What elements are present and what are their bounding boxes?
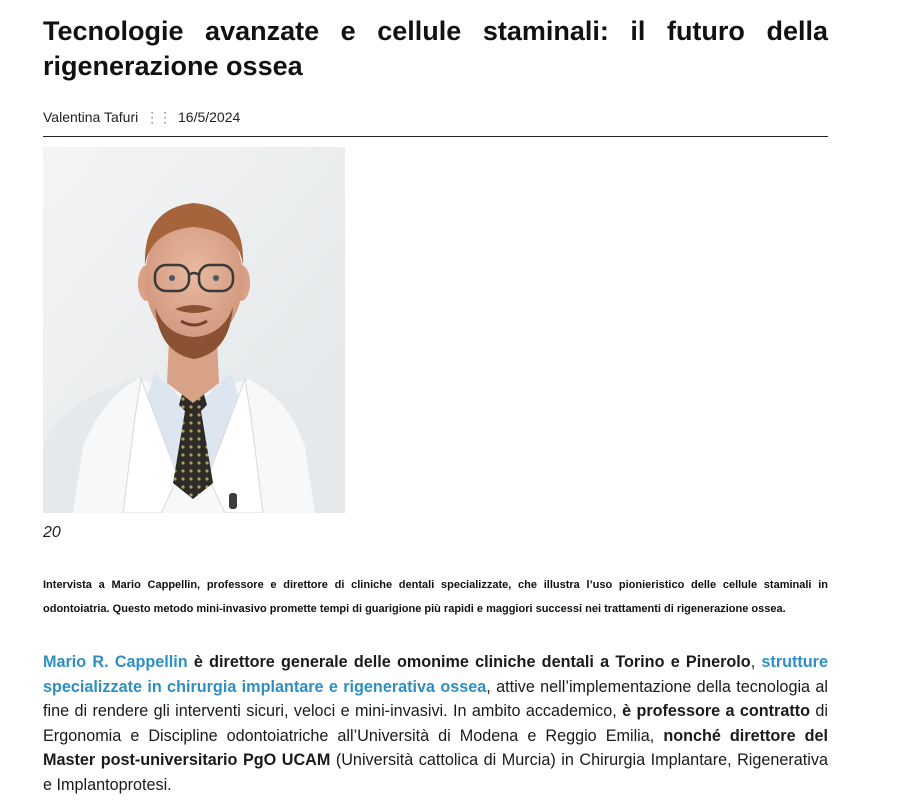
byline-separator: ⋮⋮ [145, 109, 172, 125]
body-bold-text: nonché direttore del Master post-universitario PgO UCAM [43, 726, 829, 770]
caption-number: 20 [43, 524, 61, 541]
body-link[interactable]: Mario R. Cappellin [43, 653, 188, 671]
title-divider [43, 136, 828, 137]
article-lead: Intervista a Mario Cappellin, professore e direttore di cliniche dentali specializzate, che illustra l’uso pionieristico delle cellule staminali in odontoiatria. Questo metodo mini-invasivo promette tempi di guarigione più rapidi e maggiori successi nei trattamenti di rigenerazione ossea. [43, 579, 828, 615]
publish-date: 16/5/2024 [178, 109, 241, 125]
body-text: , attive nell’implementazione della tecnologia al fine di rendere gli interventi sicuri, veloci e mini-invasivi. In ambito accademico, [43, 677, 828, 721]
author-name[interactable]: Valentina Tafuri [43, 109, 139, 125]
body-text: , [750, 653, 762, 671]
body-bold-text: è professore a contratto [622, 702, 811, 721]
body-text: (Università cattolica di Murcia) in Chirurgia Implantare, Rigenerativa e Implantoprotesi. [43, 751, 828, 794]
byline [43, 109, 240, 126]
portrait-photo-icon [43, 147, 345, 513]
article-body [43, 650, 828, 798]
body-link[interactable]: strutture specializzate in chirurgia implantare e rigenerativa ossea [43, 653, 828, 696]
portrait-photo [43, 147, 345, 513]
body-bold-text: è direttore generale delle omonime cliniche dentali a Torino e Pinerolo [187, 653, 751, 671]
body-text: di Ergonomia e Discipline odontoiatriche all’Università di Modena e Reggio Emilia, [43, 702, 828, 745]
article-title: Tecnologie avanzate e cellule staminali: il futuro della rigenerazione ossea [43, 16, 828, 81]
